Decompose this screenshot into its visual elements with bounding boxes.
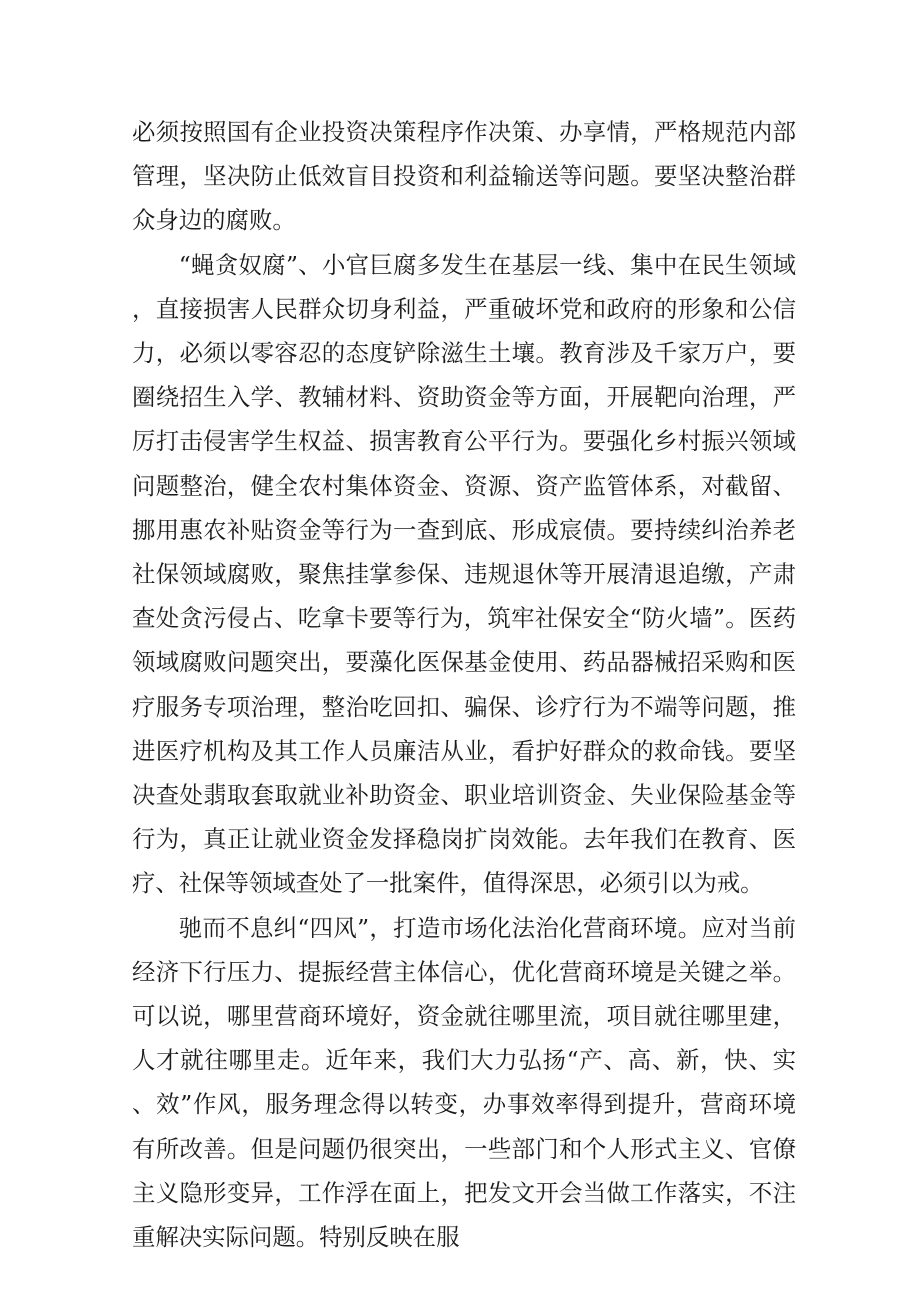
paragraph-1: 必须按照国有企业投资决策程序作决策、办享情，严格规范内部管理，坚决防止低效盲目投资和利益输送等问题。要坚决整治群众身边的腐败。 — [132, 118, 796, 235]
paragraph-2: “蝇贪奴腐”、小官巨腐多发生在基层一线、集中在民生领域，直接损害人民群众切身利益，严重破坏党和政府的形象和公信力，必须以零容忍的态度铲除滋生土壤。教育涉及千家万户，要圈绕招生入学、教辅材料、资助资金等方面，开展靶向治理，严厉打击侵害学生权益、损害教育公平行为。要强化乡村振兴领域问题整治，健全农村集体资金、资源、资产监管体系，对截留、挪用惠农补贴资金等行为一查到底、形成宸债。要持续纠治养老社保领域腐败，聚焦挂掌参保、违规退休等开展清退追缴，产肃查处贪污侵占、吃拿卡要等行为，筑牢社保安全“防火墙”。医药领域腐败问题突出，要藻化医保基金使用、药品器械招采购和医疗服务专项治理，整治吃回扣、骗保、诊疗行为不端等问题，推进医疗机构及其工作人员廉洁从业，看护好群众的救命钱。要坚决查处翡取套取就业补助资金、职业培训资金、失业保险基金等行为，真正让就业资金发择稳岗扩岗效能。去年我们在教育、医疗、社保等领域查处了一批案件，值得深思，必须引以为戒。 — [132, 250, 796, 898]
document-body — [132, 110, 796, 1259]
paragraph-3: 驰而不息纠“四风”，打造市场化法治化营商环境。应对当前经济下行压力、提振经营主体信心，优化营商环境是关键之举。可以说，哪里营商环境好，资金就往哪里流，项目就往哪里建，人才就往哪里走。近年来，我们大力弘扬“产、高、新，快、实、效”作风，服务理念得以转变，办事效率得到提升，营商环境有所改善。但是问题仍很突出，一些部门和个人形式主义、官僚主义隐形变异，工作浮在面上，把发文开会当做工作落实，不注重解决实际问题。特别反映在服 — [132, 913, 796, 1252]
